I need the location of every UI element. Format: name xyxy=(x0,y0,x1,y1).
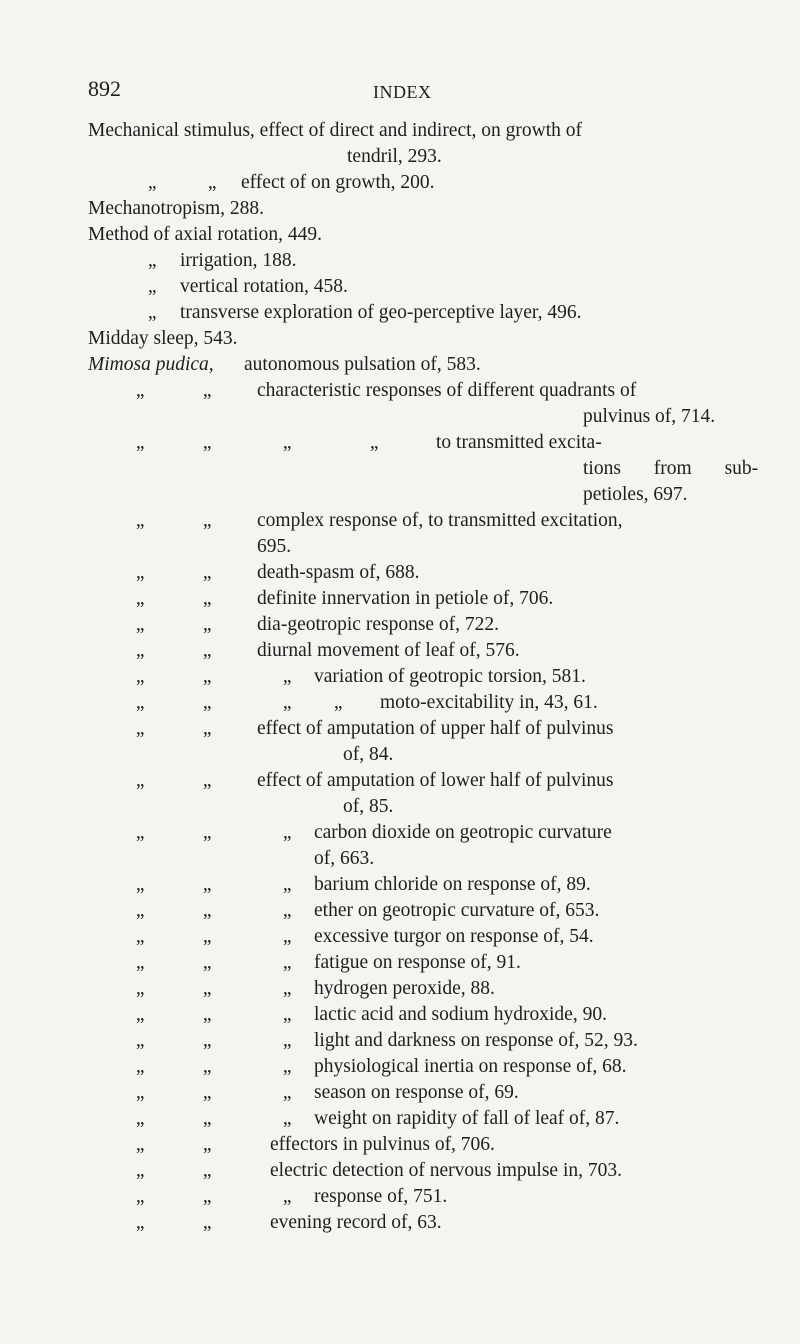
ditto-mark: ,, xyxy=(136,770,144,791)
index-line-text: ether on geotropic curvature of, 653. xyxy=(314,900,600,921)
ditto-mark: ,, xyxy=(203,588,211,609)
ditto-mark: ,, xyxy=(136,900,144,921)
ditto-mark: ,, xyxy=(148,302,156,323)
page-heading: INDEX xyxy=(373,82,432,102)
index-line-text: lactic acid and sodium hydroxide, 90. xyxy=(314,1004,607,1025)
index-line-text: of, 85. xyxy=(343,796,394,817)
ditto-mark: ,, xyxy=(203,718,211,739)
index-line-text: effect of amputation of upper half of pulvinus xyxy=(257,718,614,739)
ditto-mark: ,, xyxy=(203,562,211,583)
index-line-text: barium chloride on response of, 89. xyxy=(314,874,591,895)
ditto-mark: ,, xyxy=(148,250,156,271)
ditto-mark: ,, xyxy=(283,1108,291,1129)
index-line-text: pulvinus of, 714. xyxy=(583,406,716,427)
index-line-text: autonomous pulsation of, 583. xyxy=(244,354,481,375)
index-line-text: Midday sleep, 543. xyxy=(88,328,238,349)
index-line-text: petioles, 697. xyxy=(583,484,688,505)
index-line-text: diurnal movement of leaf of, 576. xyxy=(257,640,520,661)
ditto-mark: ,, xyxy=(136,1160,144,1181)
index-line-text: vertical rotation, 458. xyxy=(180,276,348,297)
ditto-mark: ,, xyxy=(136,432,144,453)
ditto-mark: ,, xyxy=(136,952,144,973)
ditto-mark: ,, xyxy=(203,822,211,843)
ditto-mark: ,, xyxy=(136,1030,144,1051)
ditto-mark: ,, xyxy=(136,1212,144,1233)
ditto-mark: ,, xyxy=(283,900,291,921)
ditto-mark: ,, xyxy=(148,276,156,297)
ditto-mark: ,, xyxy=(283,822,291,843)
ditto-mark: ,, xyxy=(283,978,291,999)
ditto-mark: ,, xyxy=(283,874,291,895)
ditto-mark: ,, xyxy=(136,1004,144,1025)
ditto-mark: ,, xyxy=(203,770,211,791)
ditto-mark: ,, xyxy=(203,1212,211,1233)
ditto-mark: ,, xyxy=(136,874,144,895)
ditto-mark: ,, xyxy=(203,874,211,895)
ditto-mark: ,, xyxy=(136,1056,144,1077)
index-line-text: season on response of, 69. xyxy=(314,1082,519,1103)
ditto-mark: ,, xyxy=(283,692,291,713)
ditto-mark: ,, xyxy=(136,510,144,531)
index-line-text: Method of axial rotation, 449. xyxy=(88,224,322,245)
ditto-mark: ,, xyxy=(283,666,291,687)
ditto-mark: ,, xyxy=(136,640,144,661)
page-number: 892 xyxy=(88,76,121,101)
ditto-mark: ,, xyxy=(283,1082,291,1103)
index-line-text: complex response of, to transmitted excitation, xyxy=(257,510,623,531)
index-line-text: tendril, 293. xyxy=(347,146,442,167)
ditto-mark: ,, xyxy=(203,1082,211,1103)
ditto-mark: ,, xyxy=(283,432,291,453)
ditto-mark: ,, xyxy=(203,1108,211,1129)
ditto-mark: ,, xyxy=(208,172,216,193)
ditto-mark: ,, xyxy=(136,718,144,739)
index-line-text: to transmitted excita- xyxy=(436,432,602,453)
index-line-text: moto-excitability in, 43, 61. xyxy=(380,692,598,713)
index-line-text: excessive turgor on response of, 54. xyxy=(314,926,594,947)
index-line-text: fatigue on response of, 91. xyxy=(314,952,521,973)
ditto-mark: ,, xyxy=(136,1082,144,1103)
ditto-mark: ,, xyxy=(203,1056,211,1077)
index-line-text: electric detection of nervous impulse in, 703. xyxy=(270,1160,622,1181)
ditto-mark: ,, xyxy=(136,692,144,713)
index-line-text: of, 84. xyxy=(343,744,394,765)
ditto-mark: ,, xyxy=(203,692,211,713)
ditto-mark: ,, xyxy=(136,614,144,635)
ditto-mark: ,, xyxy=(203,1160,211,1181)
ditto-mark: ,, xyxy=(334,692,342,713)
ditto-mark: ,, xyxy=(203,952,211,973)
ditto-mark: ,, xyxy=(203,432,211,453)
index-line-text: dia-geotropic response of, 722. xyxy=(257,614,500,635)
ditto-mark: ,, xyxy=(370,432,378,453)
index-line-text: Mechanotropism, 288. xyxy=(88,198,265,219)
index-line-text: light and darkness on response of, 52, 93. xyxy=(314,1030,638,1051)
index-line-text: Mechanical stimulus, effect of direct and indirect, on growth of xyxy=(88,120,583,141)
ditto-mark: ,, xyxy=(203,510,211,531)
index-line-italic: Mimosa pudica, xyxy=(88,354,214,375)
index-line-text: physiological inertia on response of, 68. xyxy=(314,1056,627,1077)
index-line-text: carbon dioxide on geotropic curvature xyxy=(314,822,612,843)
index-line-text: effect of on growth, 200. xyxy=(241,172,435,193)
index-line-text: transverse exploration of geo-perceptive layer, 496. xyxy=(180,302,582,323)
ditto-mark: ,, xyxy=(203,666,211,687)
index-line-text: 695. xyxy=(257,536,292,557)
ditto-mark: ,, xyxy=(203,978,211,999)
index-line-text: weight on rapidity of fall of leaf of, 87. xyxy=(314,1108,620,1129)
ditto-mark: ,, xyxy=(203,614,211,635)
ditto-mark: ,, xyxy=(283,952,291,973)
ditto-mark: ,, xyxy=(203,640,211,661)
ditto-mark: ,, xyxy=(136,822,144,843)
index-line-text: irrigation, 188. xyxy=(180,250,297,271)
ditto-mark: ,, xyxy=(136,926,144,947)
index-line-text: death-spasm of, 688. xyxy=(257,562,420,583)
ditto-mark: ,, xyxy=(283,1030,291,1051)
index-line-text: definite innervation in petiole of, 706. xyxy=(257,588,554,609)
ditto-mark: ,, xyxy=(136,588,144,609)
ditto-mark: ,, xyxy=(136,978,144,999)
ditto-mark: ,, xyxy=(203,1134,211,1155)
ditto-mark: ,, xyxy=(136,1108,144,1129)
index-line-text: effect of amputation of lower half of pulvinus xyxy=(257,770,614,791)
ditto-mark: ,, xyxy=(136,380,144,401)
index-line-text: tions from sub- xyxy=(583,458,759,479)
ditto-mark: ,, xyxy=(283,926,291,947)
index-line-text: characteristic responses of different quadrants of xyxy=(257,380,637,401)
ditto-mark: ,, xyxy=(203,1030,211,1051)
ditto-mark: ,, xyxy=(136,1134,144,1155)
ditto-mark: ,, xyxy=(283,1056,291,1077)
ditto-mark: ,, xyxy=(203,926,211,947)
index-line-text: variation of geotropic torsion, 581. xyxy=(314,666,586,687)
index-line-text: evening record of, 63. xyxy=(270,1212,442,1233)
ditto-mark: ,, xyxy=(148,172,156,193)
ditto-mark: ,, xyxy=(203,1004,211,1025)
ditto-mark: ,, xyxy=(283,1186,291,1207)
ditto-mark: ,, xyxy=(283,1004,291,1025)
ditto-mark: ,, xyxy=(203,380,211,401)
ditto-mark: ,, xyxy=(203,1186,211,1207)
index-line-text: hydrogen peroxide, 88. xyxy=(314,978,495,999)
ditto-mark: ,, xyxy=(136,562,144,583)
index-line-text: effectors in pulvinus of, 706. xyxy=(270,1134,495,1155)
ditto-mark: ,, xyxy=(203,900,211,921)
ditto-mark: ,, xyxy=(136,666,144,687)
index-line-text: response of, 751. xyxy=(314,1186,448,1207)
index-line-text: of, 663. xyxy=(314,848,375,869)
ditto-mark: ,, xyxy=(136,1186,144,1207)
